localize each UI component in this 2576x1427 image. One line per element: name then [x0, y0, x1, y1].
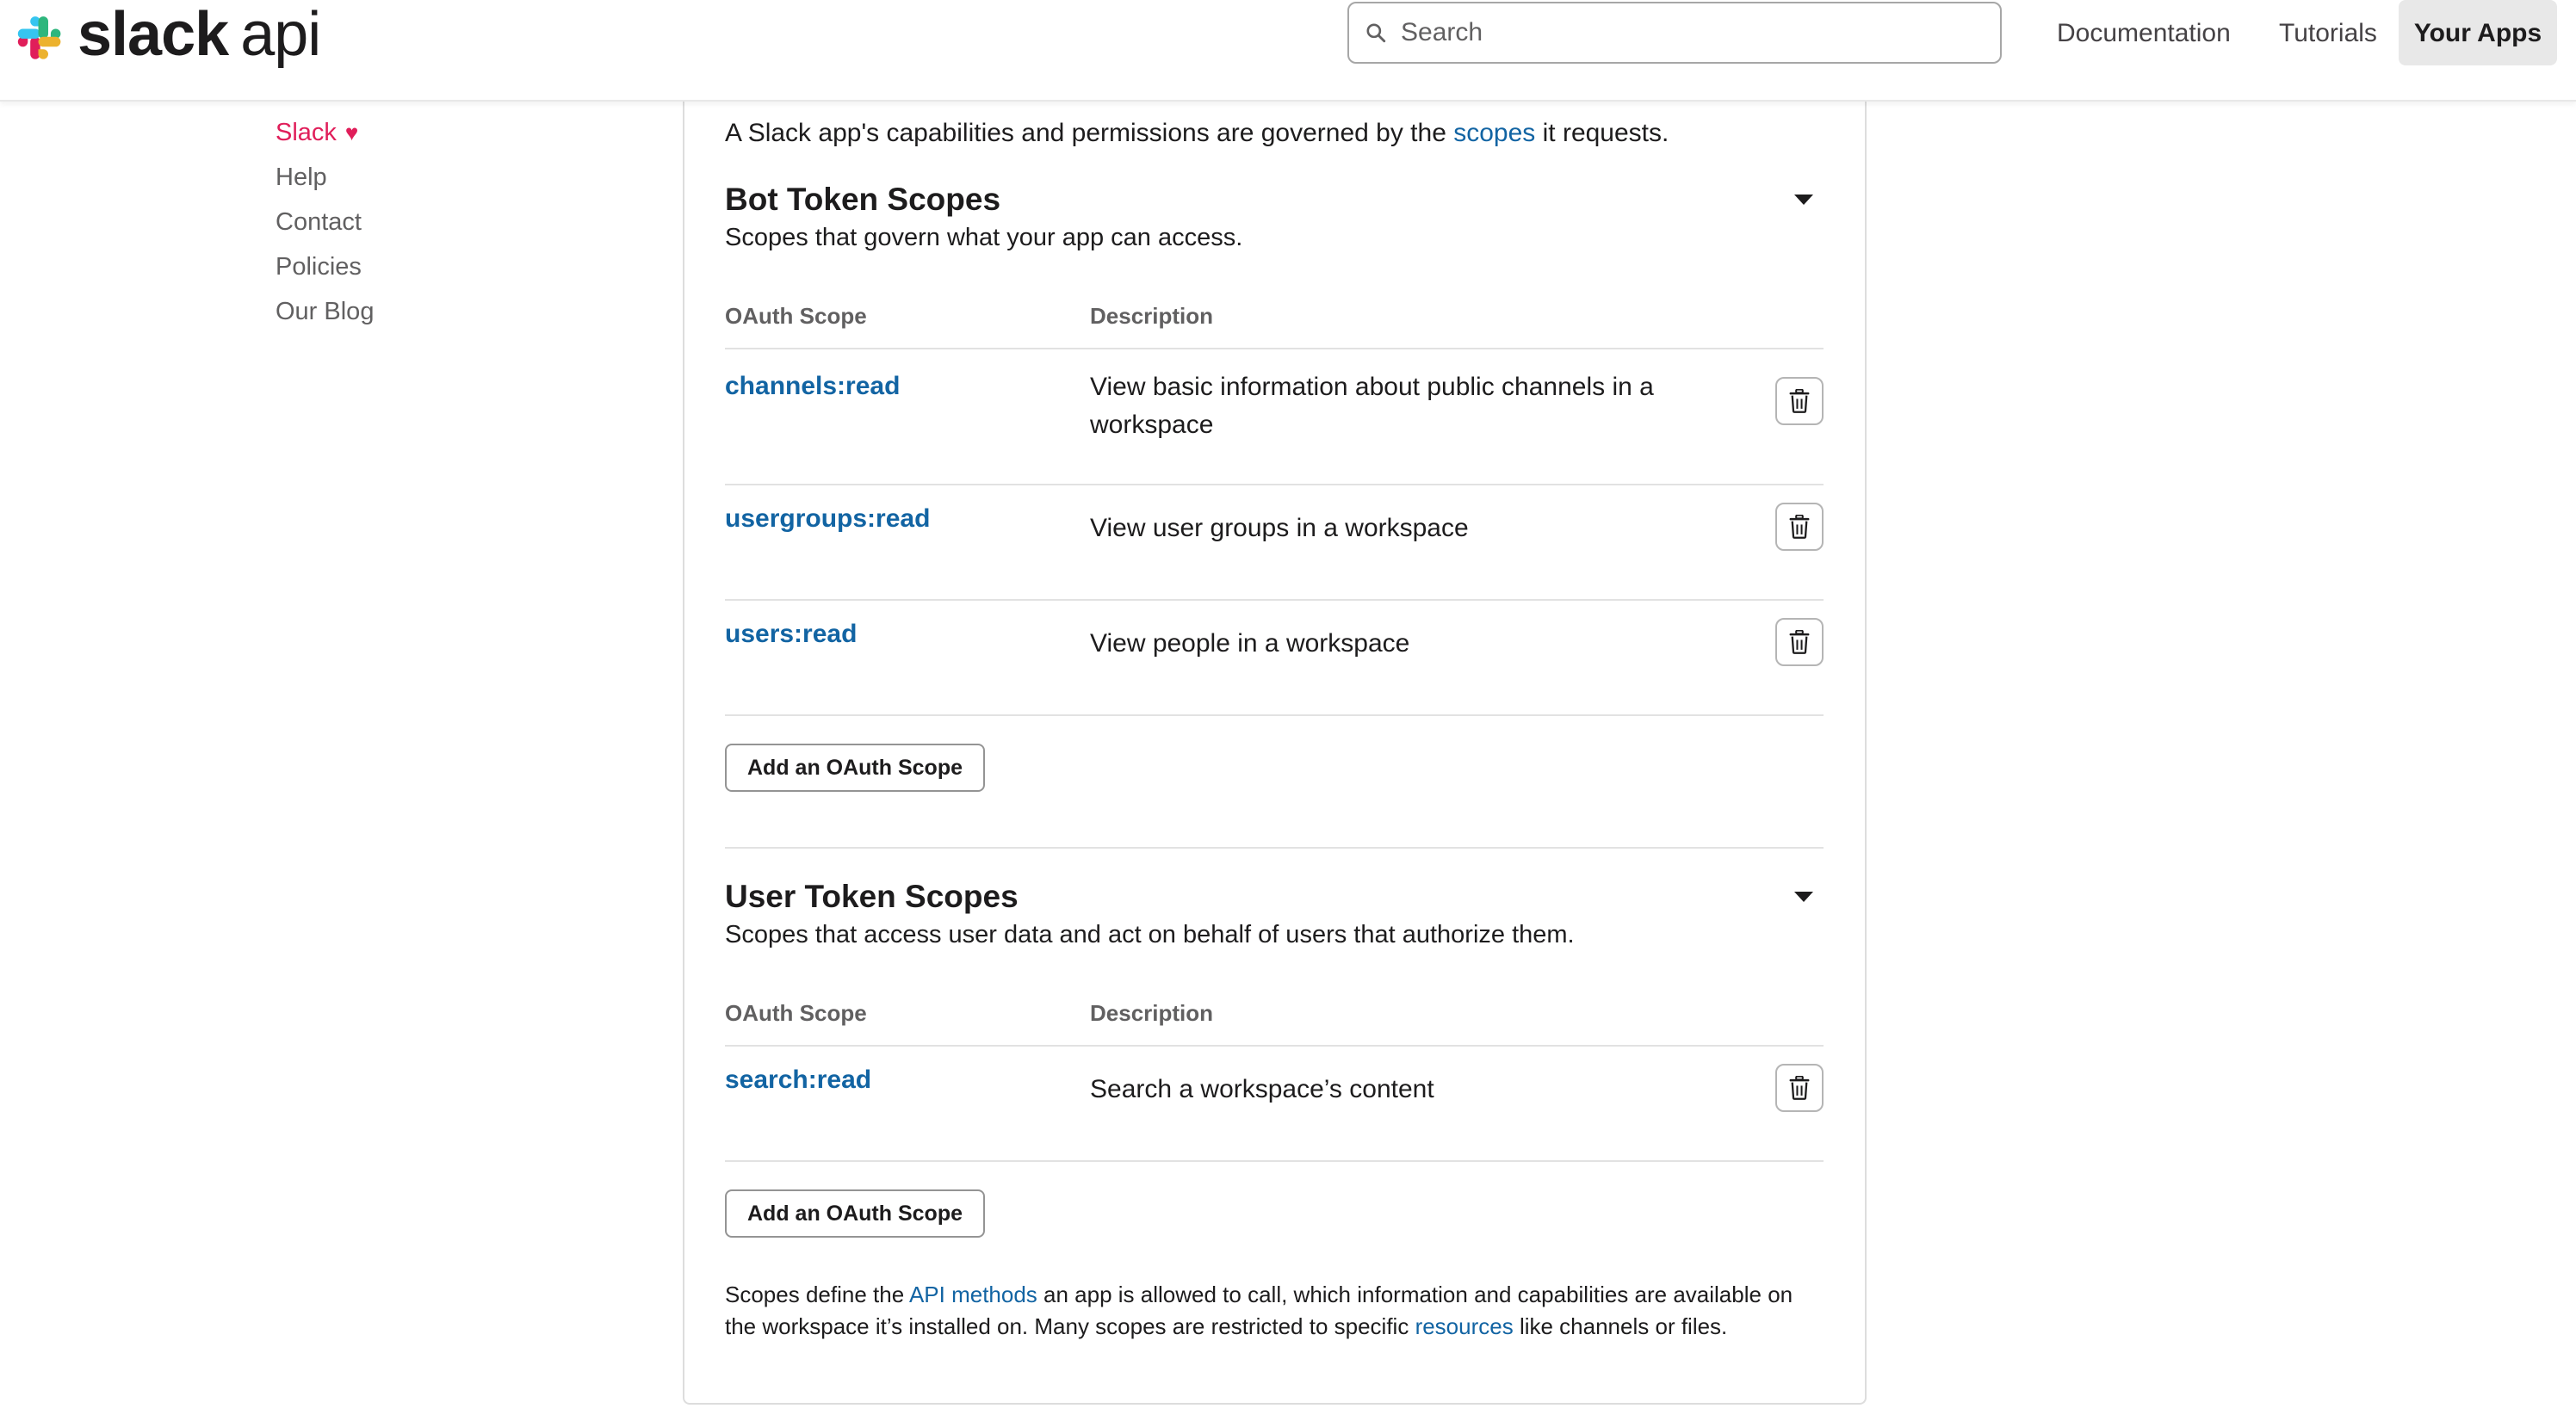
top-navigation-bar: [0, 0, 2576, 102]
sidebar-item-label: Slack: [276, 119, 337, 146]
trash-icon: [1788, 1076, 1811, 1100]
scope-description: View user groups in a workspace: [1090, 514, 1469, 542]
remove-scope-button[interactable]: [1775, 1064, 1824, 1112]
scope-description: View basic information about public channels in a workspace: [1090, 373, 1654, 439]
trash-icon: [1788, 630, 1811, 654]
scope-description: Search a workspace’s content: [1090, 1075, 1434, 1103]
remove-scope-button[interactable]: [1775, 377, 1824, 425]
column-header-description: Description: [1090, 303, 1214, 329]
collapse-caret-icon[interactable]: [1794, 892, 1813, 902]
search-input[interactable]: [1399, 17, 1967, 48]
user-token-scopes-title: User Token Scopes: [725, 879, 1019, 914]
bot-token-scopes-section: [725, 179, 1824, 868]
user-token-scopes-subtitle: Scopes that access user data and act on behalf of users that authorize them.: [725, 921, 1575, 948]
column-header-oauth-scope: OAuth Scope: [725, 303, 867, 329]
slack-logo-icon: [5, 3, 67, 65]
nav-documentation[interactable]: Documentation: [2057, 19, 2231, 47]
table-divider: [725, 714, 1824, 716]
footnote-text: like channels or files.: [1513, 1313, 1728, 1339]
table-row: [725, 1047, 1824, 1162]
table-row: [725, 349, 1824, 485]
heart-icon: ♥: [344, 120, 359, 145]
sidebar-item-help[interactable]: Help: [276, 164, 327, 191]
column-header-description: Description: [1090, 1000, 1214, 1026]
scope-name[interactable]: users:read: [725, 620, 858, 648]
bot-token-scopes-subtitle: Scopes that govern what your app can access.: [725, 224, 1243, 251]
trash-icon: [1788, 515, 1811, 539]
sidebar-item-slack[interactable]: [276, 110, 374, 155]
sidebar-item-contact[interactable]: Contact: [276, 208, 362, 236]
sidebar-footer-links: [276, 110, 374, 334]
column-header-oauth-scope: OAuth Scope: [725, 1000, 867, 1026]
scope-name[interactable]: usergroups:read: [725, 504, 931, 533]
table-divider: [725, 1160, 1824, 1162]
scopes-link[interactable]: scopes: [1453, 119, 1536, 147]
table-row: [725, 601, 1824, 716]
intro-text-prefix: A Slack app's capabilities and permissions are governed by the: [725, 119, 1454, 147]
footnote-text: an app is allowed to call, which information and capabilities are available on the workspace it’s installed on. Many scopes are restricted to specific: [725, 1282, 1793, 1339]
logo-api-text: api: [240, 0, 321, 69]
add-oauth-scope-button[interactable]: Add an OAuth Scope: [725, 1189, 985, 1238]
intro-text-suffix: it requests.: [1535, 119, 1669, 147]
nav-your-apps[interactable]: Your Apps: [2399, 0, 2557, 65]
scope-description: View people in a workspace: [1090, 629, 1410, 658]
remove-scope-button[interactable]: [1775, 503, 1824, 551]
slack-api-logo[interactable]: [5, 0, 320, 69]
nav-tutorials[interactable]: Tutorials: [2279, 19, 2377, 47]
user-token-scopes-section: [725, 876, 1824, 1307]
scope-name[interactable]: channels:read: [725, 372, 901, 400]
collapse-caret-icon[interactable]: [1794, 195, 1813, 205]
sidebar-item-policies[interactable]: Policies: [276, 253, 362, 281]
add-oauth-scope-button[interactable]: Add an OAuth Scope: [725, 744, 985, 792]
logo-slack-text: slack: [77, 0, 229, 69]
scopes-footnote: [725, 1279, 1824, 1343]
resources-link[interactable]: resources: [1415, 1313, 1514, 1339]
sidebar-item-our-blog[interactable]: Our Blog: [276, 298, 375, 325]
api-methods-link[interactable]: API methods: [908, 1282, 1037, 1307]
logo-wordmark: [77, 0, 320, 69]
scopes-intro: [725, 115, 1824, 151]
search-icon: [1365, 22, 1387, 44]
bot-token-scopes-title: Bot Token Scopes: [725, 182, 1001, 217]
section-divider: [725, 847, 1824, 849]
remove-scope-button[interactable]: [1775, 618, 1824, 666]
search-box[interactable]: [1347, 2, 2002, 64]
footnote-text: Scopes define the: [725, 1282, 909, 1307]
table-row: [725, 485, 1824, 601]
trash-icon: [1788, 389, 1811, 413]
scope-name[interactable]: search:read: [725, 1066, 872, 1094]
